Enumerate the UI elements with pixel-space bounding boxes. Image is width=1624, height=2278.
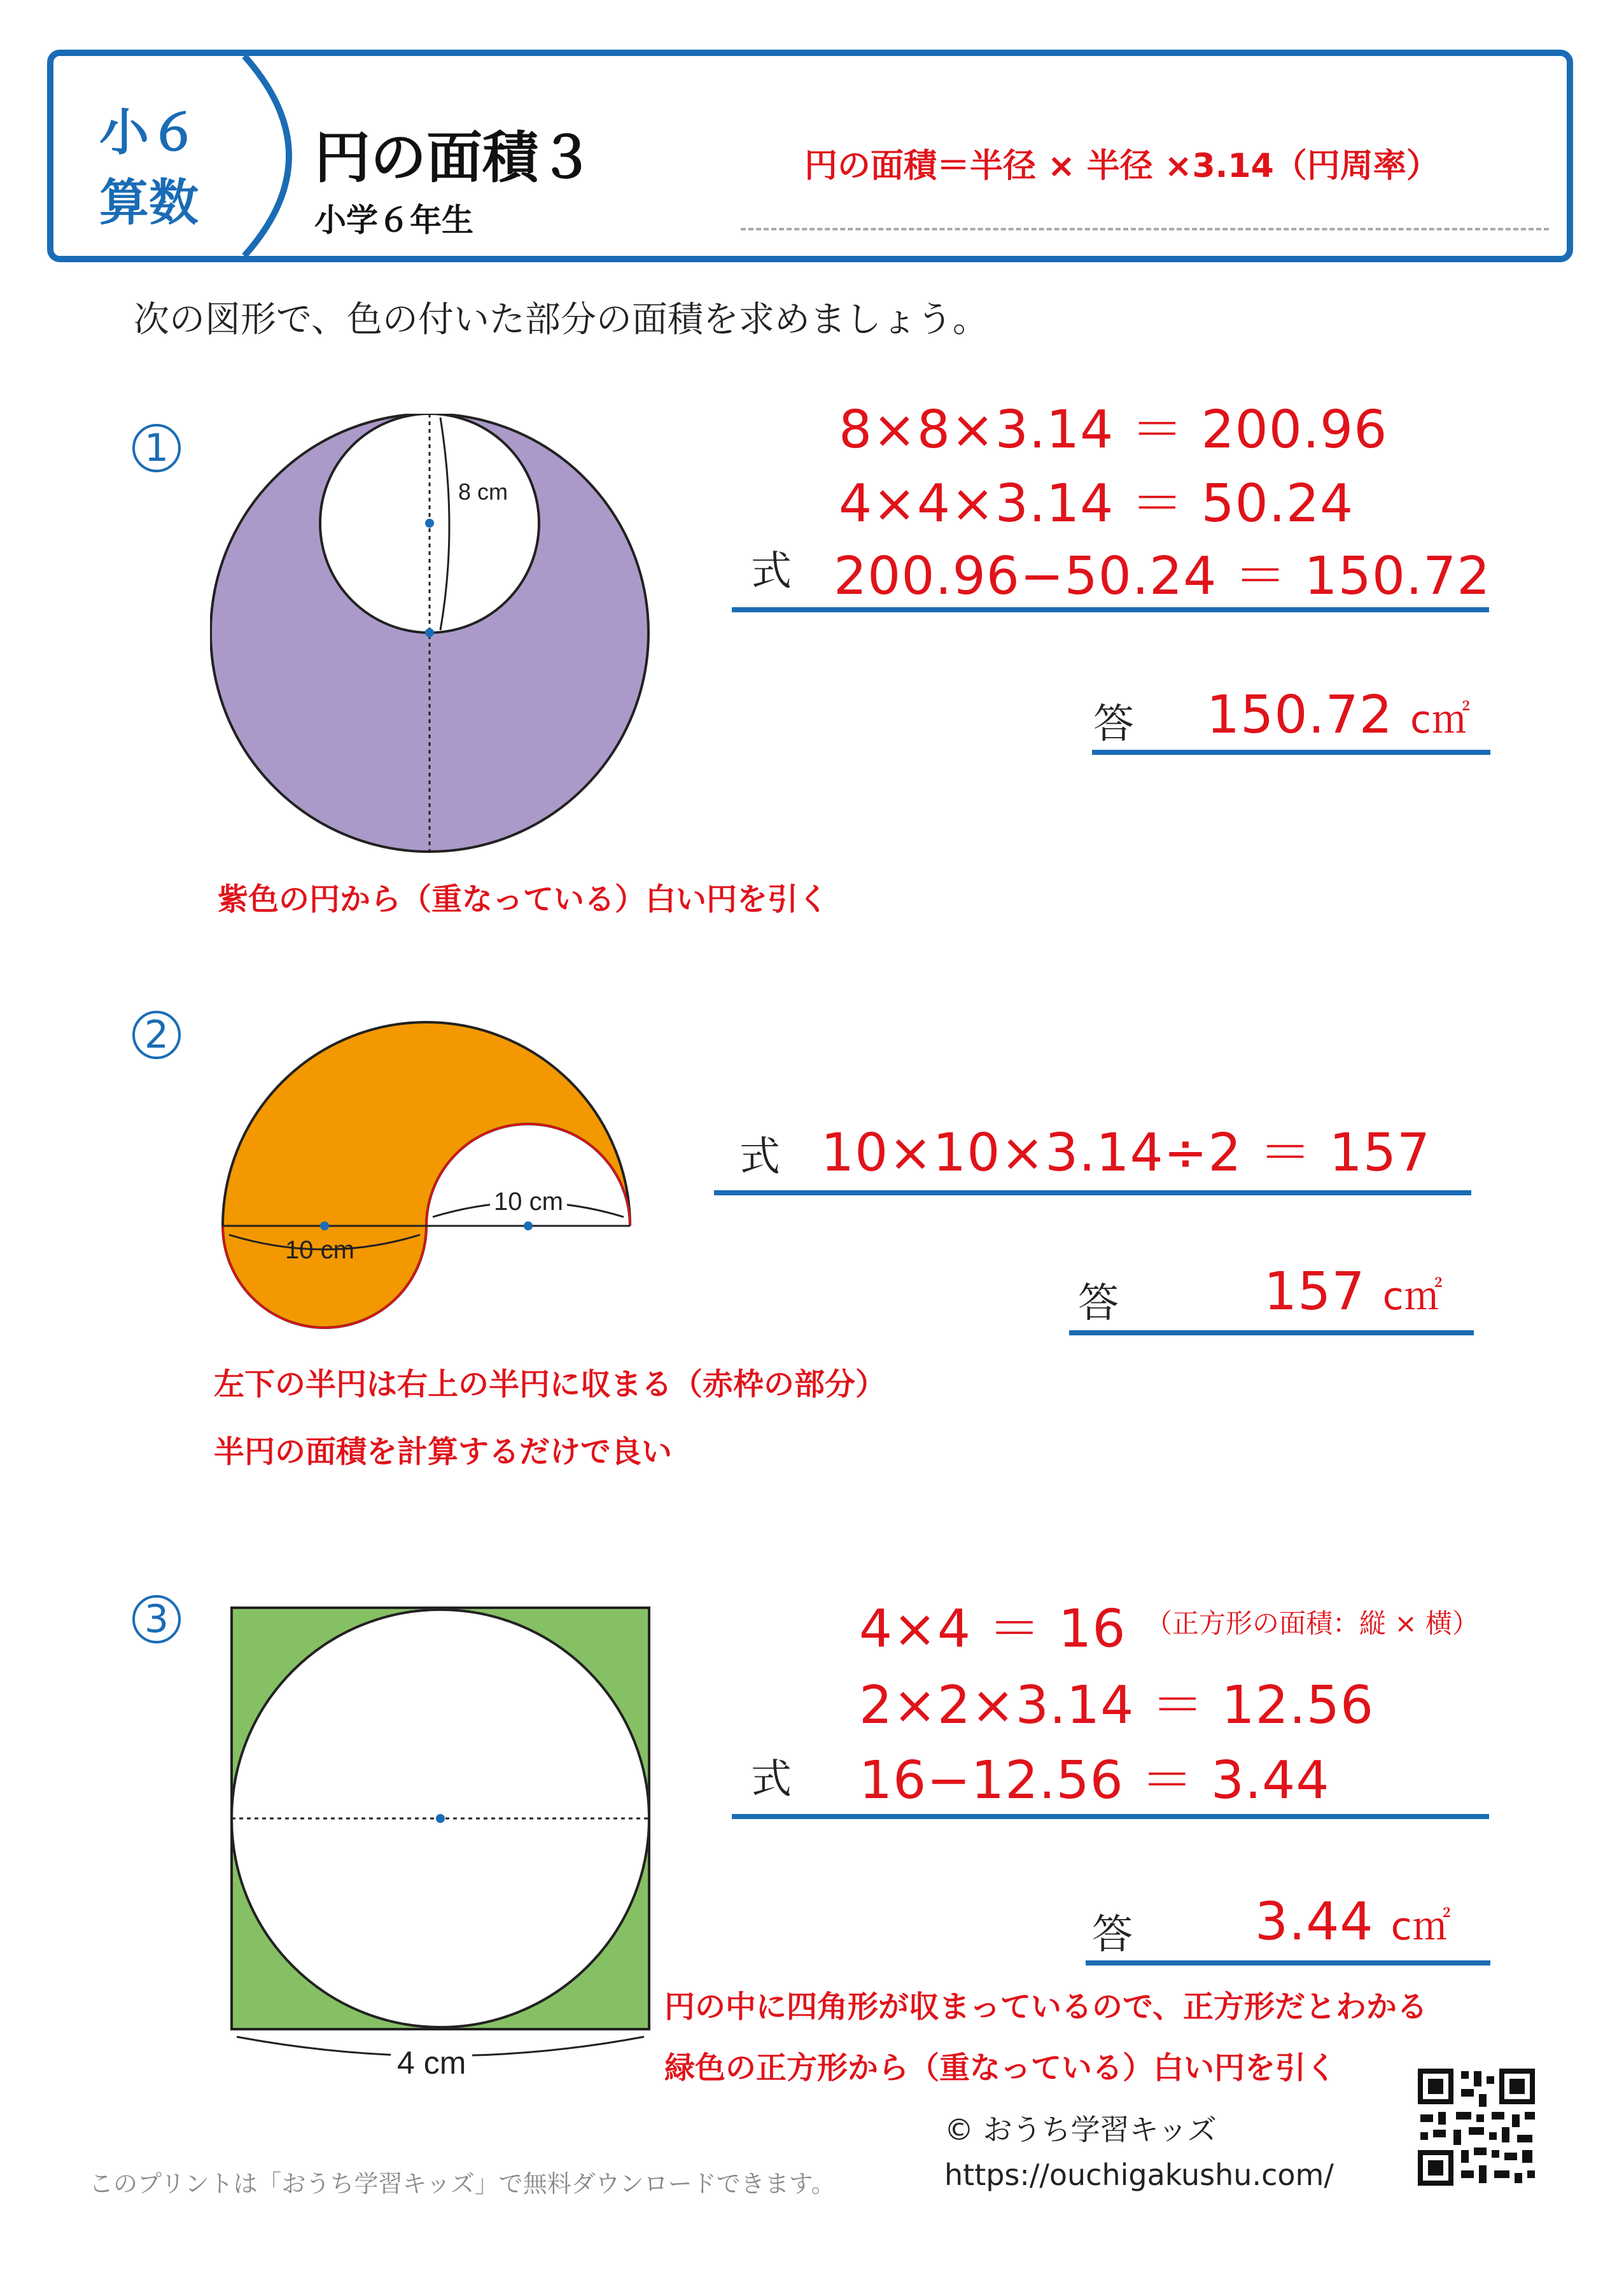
page-subtitle: 小学６年生 [314,202,473,239]
problem-number-3: 3 [132,1595,181,1643]
figure-2-label-left: 10 cm [285,1236,354,1264]
answer-3 [1255,1892,1452,1952]
center-dot-large [425,628,434,637]
answer-2 [1264,1262,1443,1322]
figure-1 [210,414,675,872]
figure-2-label-right: 10 cm [490,1188,567,1216]
rule-shiki-3 [732,1814,1489,1819]
answer-1-unit: c㎡ [1410,698,1471,742]
equation-3-1: 4×4 ＝ 16 [859,1599,1126,1659]
footer-note: このプリントは「おうち学習キッズ」で無料ダウンロードできます。 [89,2170,836,2198]
qr-code-icon[interactable] [1415,2066,1537,2188]
kotae-label-1: 答 [1093,701,1134,748]
note-3-1: 円の中に四角形が収まっているので、正方形だとわかる [664,1989,1428,2025]
figure-3 [223,1598,662,2094]
figure-2 [216,1012,649,1343]
equation-3-2: 2×2×3.14 ＝ 12.56 [859,1675,1375,1736]
kotae-label-3: 答 [1092,1911,1133,1958]
rule-kotae-1 [1092,750,1490,755]
note-2-2: 半円の面積を計算するだけで良い [214,1434,673,1470]
left-center-dot [320,1221,329,1230]
problem-number-1: 1 [132,424,181,472]
equation-1-1: 8×8×3.14 ＝ 200.96 [839,400,1388,460]
rule-shiki-1 [732,607,1489,612]
problem-number-2: 2 [132,1011,181,1059]
center-dot-small [425,519,434,528]
header-frame [47,50,1573,262]
rule-kotae-3 [1086,1960,1490,1965]
note-2-1: 左下の半円は右上の半円に収まる（赤枠の部分） [214,1367,886,1402]
figure-3-label: 4 cm [391,2044,472,2081]
subject-label: 算数 [99,174,199,230]
equation-1-3: 200.96−50.24 ＝ 150.72 [834,546,1491,607]
kotae-label-2: 答 [1078,1280,1119,1327]
answer-3-unit: c㎡ [1390,1904,1452,1949]
answer-2-value: 157 [1264,1262,1366,1322]
equation-3-comment: （正方形の面積：縦 × 横） [1145,1608,1479,1639]
right-center-dot [524,1221,533,1230]
instruction-text: 次の図形で、色の付いた部分の面積を求めましょう。 [134,299,988,341]
shiki-label-3: 式 [751,1756,792,1803]
orange-shape [223,1022,630,1328]
figure-1-label: 8 cm [458,479,508,505]
footer-brand: © おうち学習キッズ [944,2113,1217,2147]
grade-label: 小６ [99,104,199,160]
answer-3-value: 3.44 [1255,1892,1374,1952]
answer-1 [1207,685,1471,745]
rule-shiki-2 [714,1190,1471,1195]
formula-note: 円の面積＝半径 × 半径 ×3.14（円周率） [804,147,1439,185]
note-3-2: 緑色の正方形から（重なっている）白い円を引く [664,2050,1337,2086]
footer-url-link[interactable]: https://ouchigakushu.com/ [944,2158,1334,2192]
page-title: 円の面積３ [314,125,595,190]
shiki-label-1: 式 [751,548,792,595]
center-dot [436,1814,445,1823]
equation-2-1: 10×10×3.14÷2 ＝ 157 [821,1123,1431,1183]
answer-1-value: 150.72 [1207,685,1393,745]
equation-1-2: 4×4×3.14 ＝ 50.24 [839,474,1354,534]
answer-2-unit: c㎡ [1382,1274,1443,1319]
equation-3-3: 16−12.56 ＝ 3.44 [859,1750,1330,1811]
formula-dashed-line [741,228,1549,230]
shiki-label-2: 式 [739,1134,780,1181]
note-1-1: 紫色の円から（重なっている）白い円を引く [218,882,829,917]
rule-kotae-2 [1069,1330,1474,1335]
